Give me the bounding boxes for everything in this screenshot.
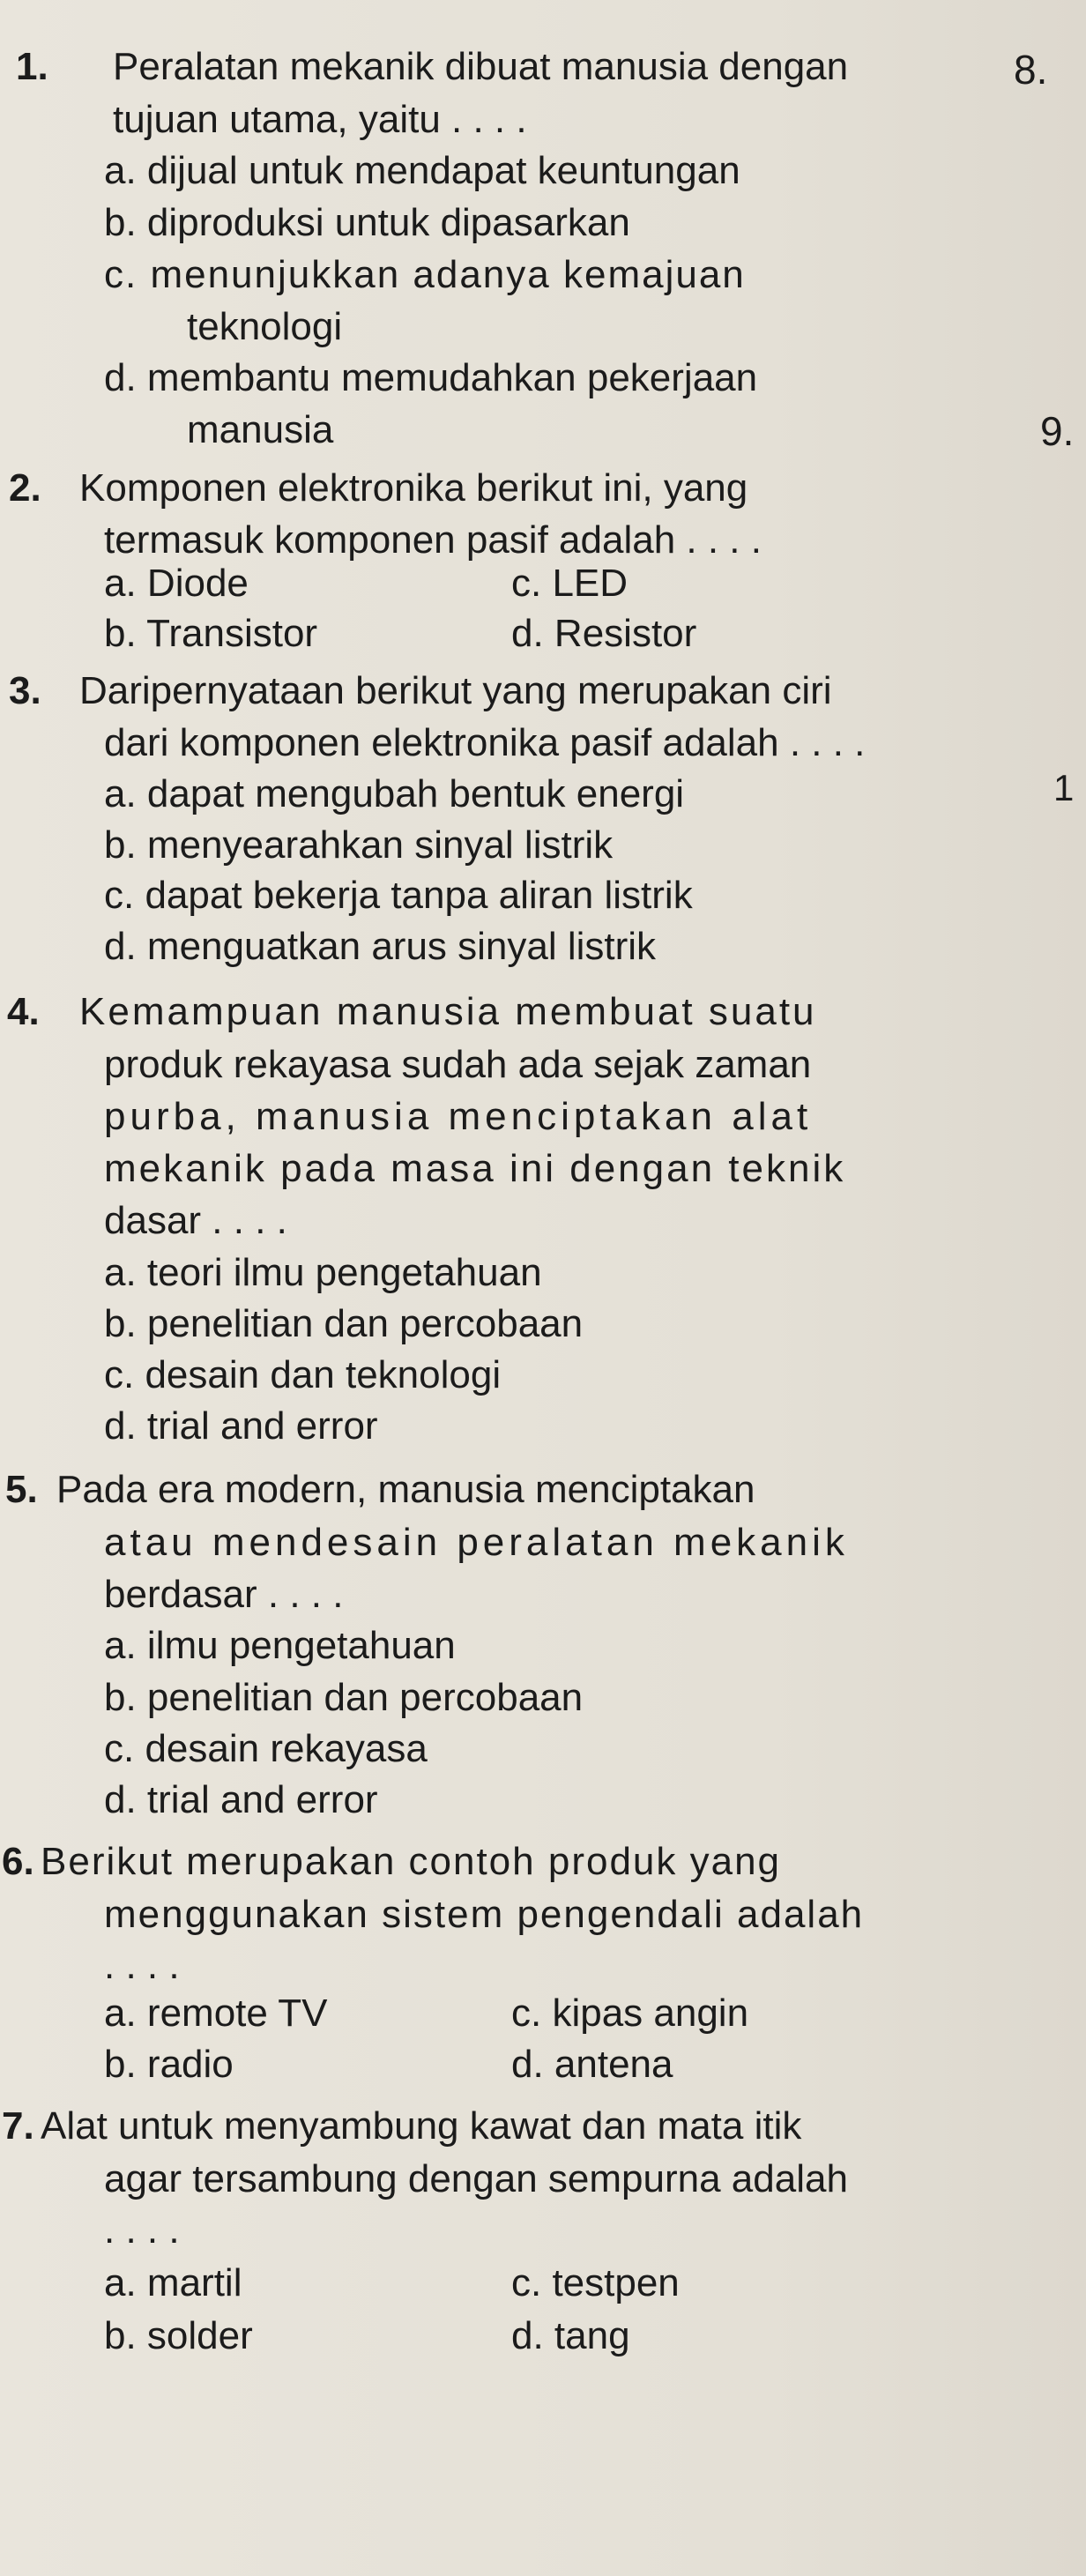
q6-option-a: a. remote TV — [104, 1992, 328, 2035]
side-number-8: 8. — [1014, 47, 1048, 93]
q1-stem-line-2: tujuan utama, yaitu . . . . — [113, 98, 527, 141]
q7-option-d: d. tang — [511, 2314, 630, 2357]
q7-option-c: c. testpen — [511, 2261, 680, 2304]
q4-option-d: d. trial and error — [104, 1404, 378, 1448]
q3-option-b: b. menyearahkan sinyal listrik — [104, 823, 614, 867]
q6-stem-line-3: . . . . — [104, 1944, 180, 1987]
q3-stem-line-2: dari komponen elektronika pasif adalah . . . . — [104, 721, 866, 764]
q3-number: 3. — [9, 669, 41, 712]
q6-option-b: b. radio — [104, 2043, 234, 2086]
side-number-9: 9. — [1040, 408, 1075, 454]
q5-option-a: a. ilmu pengetahuan — [104, 1624, 456, 1667]
q7-option-a: a. martil — [104, 2261, 242, 2304]
q4-stem-line-5: dasar . . . . — [104, 1199, 287, 1242]
q2-option-a: a. Diode — [104, 562, 249, 605]
q1-option-d-cont: manusia — [187, 408, 334, 451]
q6-stem-line-1: Berikut merupakan contoh produk yang — [41, 1840, 782, 1883]
q6-number: 6. — [2, 1840, 34, 1883]
q1-option-c-cont: teknologi — [187, 305, 343, 348]
q1-option-c: c. menunjukkan adanya kemajuan — [104, 253, 746, 296]
q3-option-c: c. dapat bekerja tanpa aliran listrik — [104, 874, 693, 917]
q6-option-d: d. antena — [511, 2043, 673, 2086]
q5-stem-line-2: atau mendesain peralatan mekanik — [104, 1521, 849, 1564]
q7-stem-line-1: Alat untuk menyambung kawat dan mata itik — [41, 2104, 802, 2148]
q2-stem-line-1: Komponen elektronika berikut ini, yang — [79, 466, 748, 510]
q1-number: 1. — [16, 45, 48, 88]
q4-option-c: c. desain dan teknologi — [104, 1353, 502, 1396]
q4-stem-line-3: purba, manusia menciptakan alat — [104, 1095, 813, 1138]
q7-option-b: b. solder — [104, 2314, 253, 2357]
q4-option-b: b. penelitian dan percobaan — [104, 1302, 584, 1345]
q4-stem-line-4: mekanik pada masa ini dengan teknik — [104, 1147, 846, 1190]
q6-option-c: c. kipas angin — [511, 1992, 749, 2035]
q2-option-b: b. Transistor — [104, 612, 318, 655]
q5-number: 5. — [5, 1468, 38, 1511]
q4-stem-line-1: Kemampuan manusia membuat suatu — [79, 990, 817, 1033]
q1-option-b: b. diproduksi untuk dipasarkan — [104, 201, 630, 244]
q2-stem-line-2: termasuk komponen pasif adalah . . . . — [104, 518, 762, 562]
q2-option-d: d. Resistor — [511, 612, 697, 655]
q4-stem-line-2: produk rekayasa sudah ada sejak zaman — [104, 1043, 812, 1086]
q7-stem-line-3: . . . . — [104, 2208, 180, 2252]
q4-number: 4. — [7, 990, 40, 1033]
q5-stem-line-3: berdasar . . . . — [104, 1573, 344, 1616]
side-fragment-1: 1 — [1053, 767, 1075, 808]
q4-option-a: a. teori ilmu pengetahuan — [104, 1251, 542, 1294]
q5-option-c: c. desain rekayasa — [104, 1727, 428, 1770]
q3-option-a: a. dapat mengubah bentuk energi — [104, 772, 685, 815]
q3-option-d: d. menguatkan arus sinyal listrik — [104, 925, 657, 968]
q2-option-c: c. LED — [511, 562, 629, 605]
q1-option-a: a. dijual untuk mendapat keuntungan — [104, 149, 740, 192]
q6-stem-line-2: menggunakan sistem pengendali adalah — [104, 1893, 865, 1936]
q1-option-d: d. membantu memudahkan pekerjaan — [104, 356, 758, 399]
q5-option-b: b. penelitian dan percobaan — [104, 1676, 584, 1719]
q7-stem-line-2: agar tersambung dengan sempurna adalah — [104, 2157, 848, 2200]
q2-number: 2. — [9, 466, 41, 510]
q1-stem-line-1: Peralatan mekanik dibuat manusia dengan — [113, 45, 849, 88]
q5-stem-line-1: Pada era modern, manusia menciptakan — [56, 1468, 755, 1511]
q3-stem-line-1: Daripernyataan berikut yang merupakan ciri — [79, 669, 832, 712]
q7-number: 7. — [2, 2104, 34, 2148]
q5-option-d: d. trial and error — [104, 1778, 378, 1821]
